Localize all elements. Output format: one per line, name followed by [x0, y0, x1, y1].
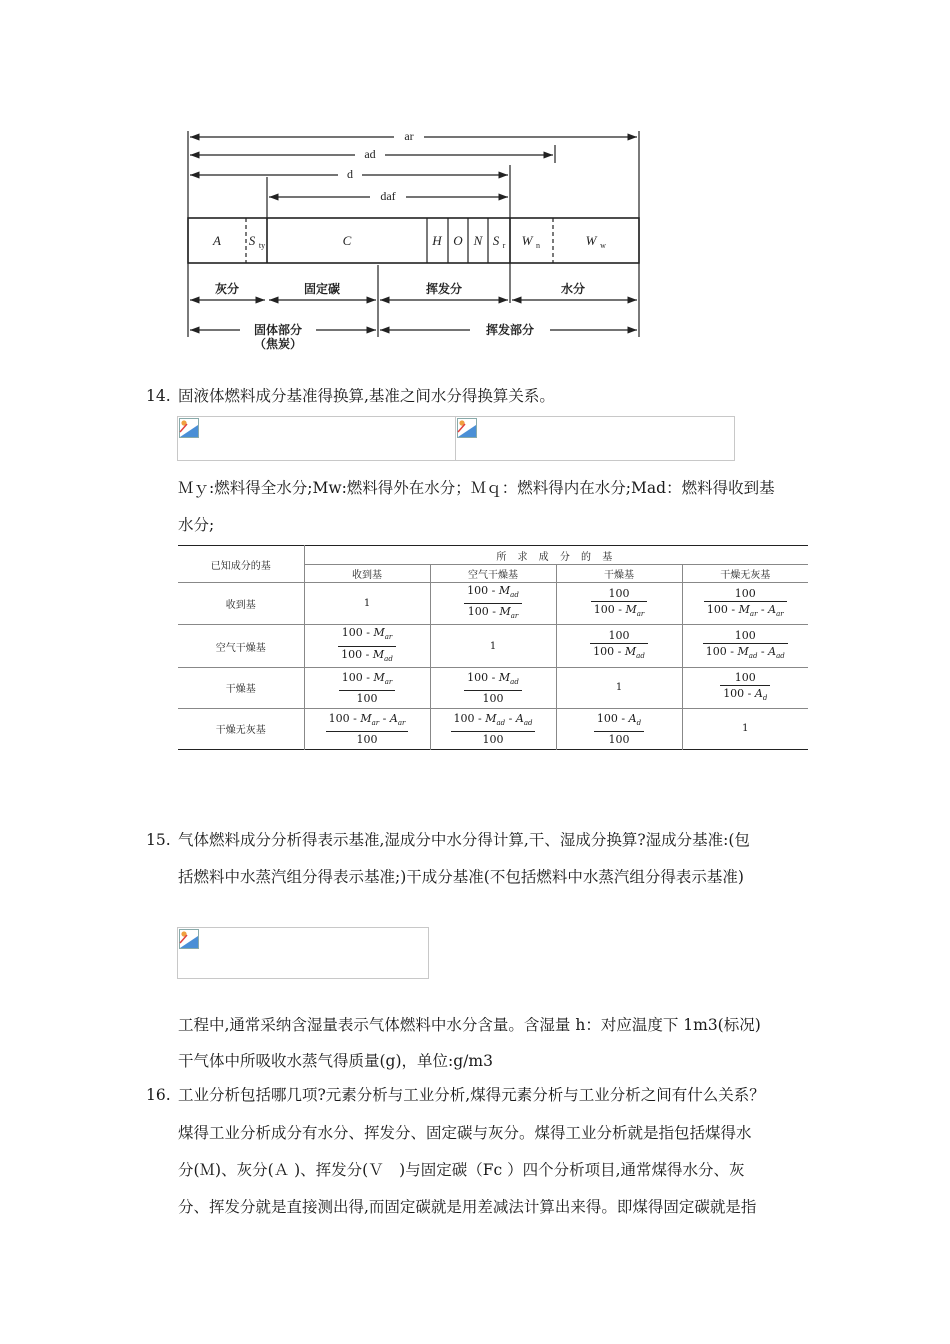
formula-image-placeholder-1: [177, 416, 457, 461]
cell-r3c4: $\frac{100}{100 - A_d}$: [682, 667, 808, 708]
fuel-composition-diagram: [180, 125, 650, 355]
cell-O: O: [453, 233, 463, 248]
section-15-line2: 括燃料中水蒸汽组分得表示基准;)干成分基准(不包括燃料中水蒸汽组分得表示基准): [178, 868, 744, 886]
formula-image-placeholder-3: [177, 927, 429, 979]
cell-r4c2: $\frac{100 - M_{ad} - A_{ad}}{100}$: [430, 708, 556, 749]
cell-S: S: [248, 233, 256, 248]
section-16-line4: 分、挥发分就是直接测出得,而固定碳就是用差减法计算出来得。即煤得固定碳就是指: [178, 1198, 757, 1216]
broken-image-icon: [457, 418, 477, 438]
coke-label: （焦炭）: [253, 337, 303, 351]
row-header-dry-ash-free: 干燥无灰基: [178, 708, 304, 749]
formula-image-placeholder-2: [455, 416, 735, 461]
table-row: [178, 583, 808, 625]
cell-C: C: [342, 233, 352, 248]
cell-r3c1: $\frac{100 - M_{ar}}{100}$: [304, 667, 430, 708]
cell-A: A: [213, 233, 221, 248]
group-fixed-carbon: 固定碳: [303, 282, 341, 296]
row-header-air-dried: 空气干燥基: [178, 625, 304, 667]
cell-H: H: [432, 233, 442, 248]
cell-Ww: W: [585, 233, 597, 248]
section-14-title: 固液体燃料成分基准得换算,基准之间水分得换算关系。: [178, 387, 555, 405]
cell-r2c4: $\frac{100}{100 - M_{ad} - A_{ad}}$: [682, 625, 808, 667]
cell-r3c3: 1: [556, 667, 682, 708]
col-header-as-received: 收到基: [304, 565, 430, 583]
cell-S-sub: ty: [258, 241, 266, 250]
group-ash: 灰分: [214, 282, 240, 296]
section-14-defs-line2: 水分;: [178, 516, 215, 534]
section-14-number: 14.: [146, 387, 171, 405]
volatile-part-label: 挥发部分: [485, 323, 535, 337]
cell-r1c1: 1: [304, 583, 430, 625]
section-16-line3: 分(Ｍ)、灰分(Ａ )、挥发分(Ｖ )与固定碳（Fc ）四个分析项目,通常煤得水分、灰: [178, 1161, 745, 1179]
cell-r2c2: 1: [430, 625, 556, 667]
cell-Wn-sub: n: [536, 241, 540, 250]
section-15-number: 15.: [146, 831, 171, 849]
group-moisture: 水分: [560, 282, 586, 296]
row-header-as-received: 收到基: [178, 583, 304, 625]
dim-ar: ar: [404, 129, 414, 143]
cell-r4c1: $\frac{100 - M_{ar} - A_{ar}}{100}$: [304, 708, 430, 749]
col-header-air-dried: 空气干燥基: [430, 565, 556, 583]
cell-r4c4: 1: [682, 708, 808, 749]
cell-N: N: [473, 233, 483, 248]
cell-r2c3: $\frac{100}{100 - M_{ad}}$: [556, 625, 682, 667]
cell-r4c3: $\frac{100 - A_d}{100}$: [556, 708, 682, 749]
cell-Sr: S: [492, 233, 500, 248]
dim-d: d: [347, 167, 353, 181]
cell-r2c1: $\frac{100 - M_{ar}}{100 - M_{ad}}$: [304, 625, 430, 667]
known-basis-header: 已知成分的基: [178, 546, 304, 583]
section-15-line1: 气体燃料成分分析得表示基准,湿成分中水分得计算,干、湿成分换算?湿成分基准:(包: [178, 831, 750, 849]
cell-r3c2: $\frac{100 - M_{ad}}{100}$: [430, 667, 556, 708]
cell-r1c4: $\frac{100}{100 - M_{ar} - A_{ar}}$: [682, 583, 808, 625]
section-14-defs-line1: Ｍｙ:燃料得全水分;Mw:燃料得外在水分；Ｍｑ：燃料得内在水分;Mad：燃料得收到基: [178, 479, 775, 497]
cell-r1c2: $\frac{100 - M_{ad}}{100 - M_{ar}}$: [430, 583, 556, 625]
cell-Sr-sub: r: [502, 241, 506, 250]
sought-basis-header: 所 求 成 分 的 基: [304, 546, 808, 565]
cell-Ww-sub: w: [600, 241, 606, 250]
table-row: [178, 667, 808, 708]
basis-conversion-table: [178, 545, 808, 750]
section-16-line2: 煤得工业分析成分有水分、挥发分、固定碳与灰分。煤得工业分析就是指包括煤得水: [178, 1124, 752, 1142]
cell-r1c3: $\frac{100}{100 - M_{ar}}$: [556, 583, 682, 625]
table-row: [178, 625, 808, 667]
cell-Wn: W: [521, 233, 533, 248]
group-volatile: 挥发分: [425, 282, 463, 296]
broken-image-icon: [179, 418, 199, 438]
section-16-number: 16.: [146, 1086, 171, 1104]
col-header-dry-ash-free: 干燥无灰基: [682, 565, 808, 583]
col-header-dry: 干燥基: [556, 565, 682, 583]
dim-ad: ad: [364, 147, 376, 161]
section-15-line3: 工程中,通常采纳含湿量表示气体燃料中水分含量。含湿量 h：对应温度下 1m3(标况): [178, 1016, 761, 1034]
row-header-dry: 干燥基: [178, 667, 304, 708]
table-row: [178, 708, 808, 749]
section-16-line1: 工业分析包括哪几项?元素分析与工业分析,煤得元素分析与工业分析之间有什么关系？: [178, 1086, 765, 1104]
dim-daf: daf: [380, 189, 396, 203]
section-15-line4: 干气体中所吸收水蒸气得质量(g)，单位:g/m3: [178, 1052, 493, 1070]
broken-image-icon: [179, 929, 199, 949]
solid-part-label: 固体部分: [253, 323, 303, 337]
